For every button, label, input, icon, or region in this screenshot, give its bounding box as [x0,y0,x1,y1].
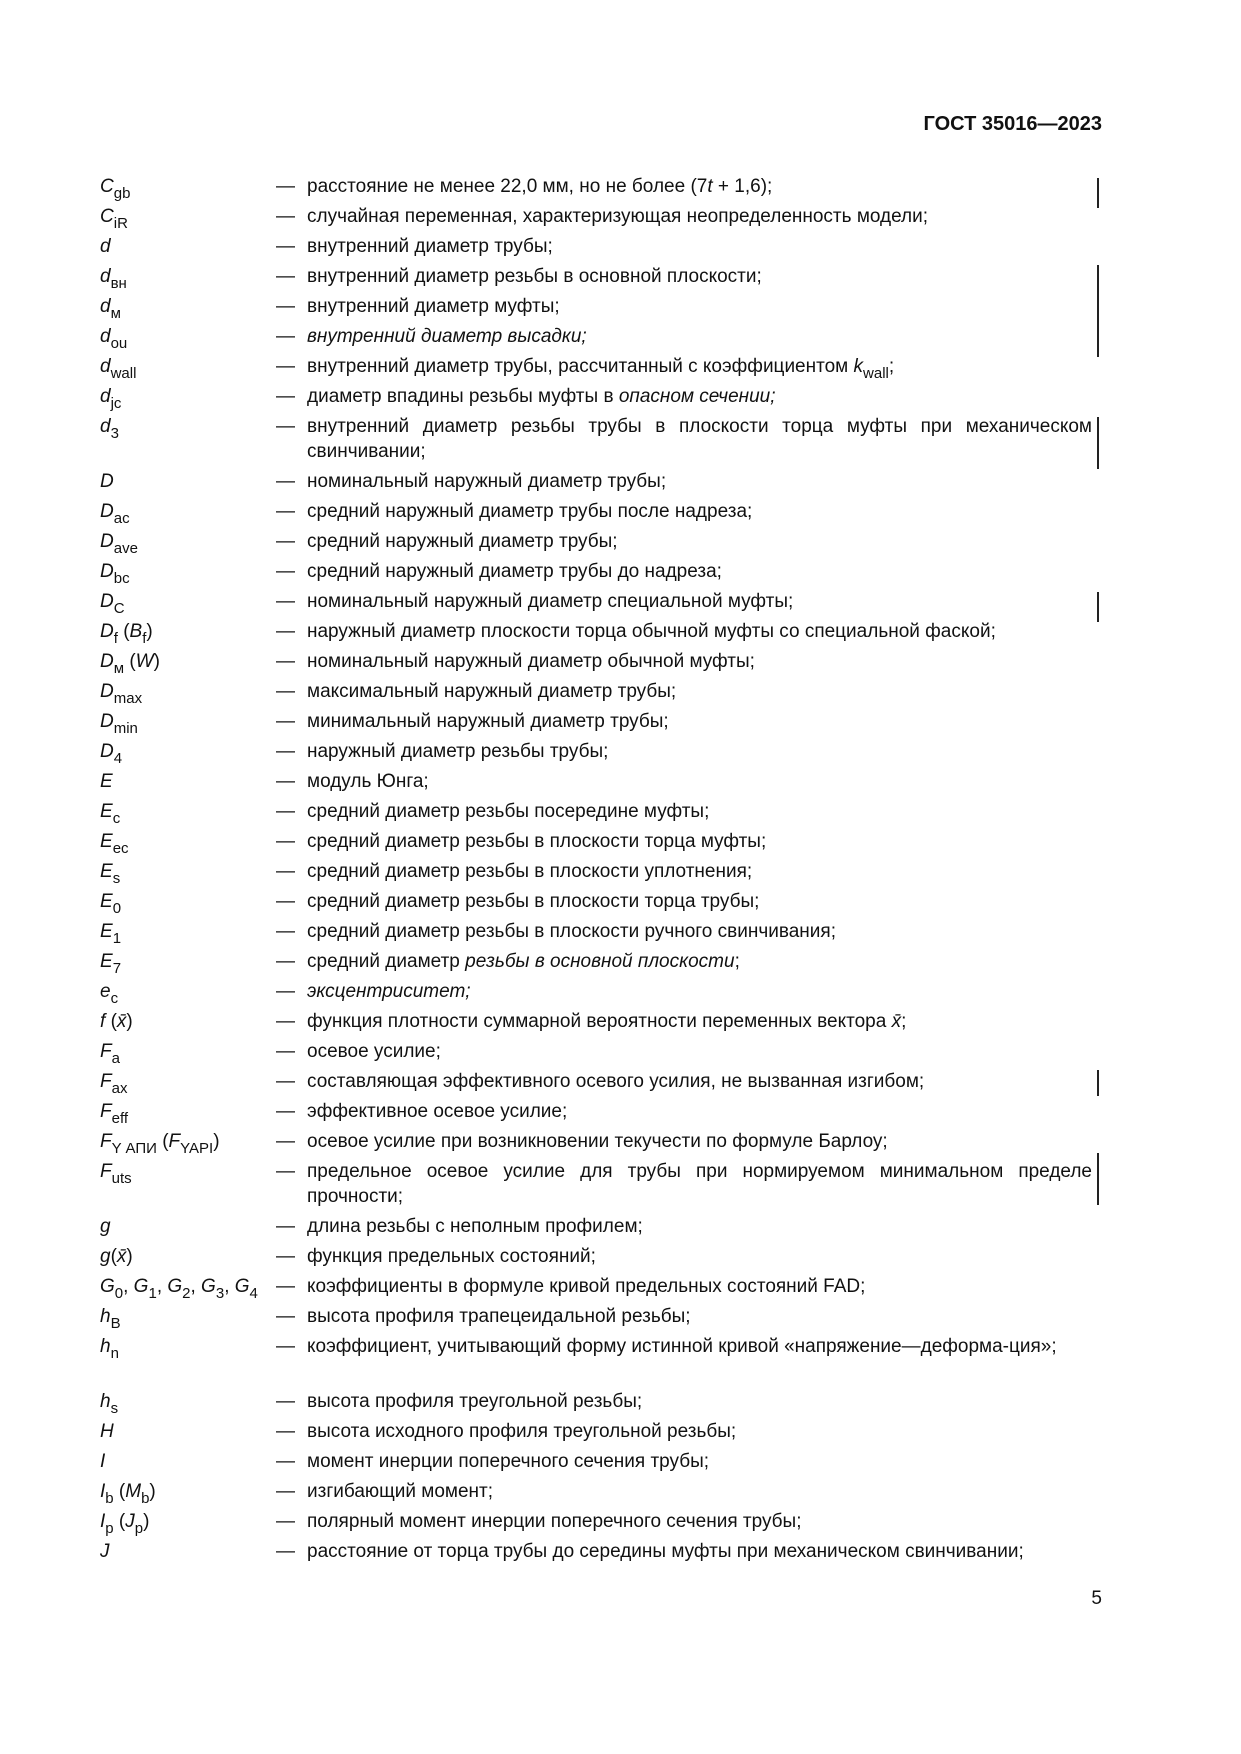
dash: — [276,891,295,912]
definition: средний наружный диаметр трубы до надреза; [307,561,722,582]
definition: изгибающий момент; [307,1481,494,1502]
change-bar [1097,417,1099,469]
definition: расстояние от торца трубы до середины муфты при механическом свинчивании; [307,1541,1024,1562]
symbol: E [100,771,113,792]
definition: внутренний диаметр высадки; [307,326,587,347]
definition: внутренний диаметр муфты; [307,296,560,317]
list-item [100,294,1092,324]
list-item [100,1009,1092,1039]
list-item [100,529,1092,559]
definition: коэффициенты в формуле кривой предельных состояний FAD; [307,1276,866,1297]
dash: — [276,771,295,792]
symbol: f (x̄) [100,1011,133,1032]
list-item [100,1214,1092,1244]
symbol: $G_0$, $G_1$, $G_2$, $G_3$, $G_4$ [100,1276,258,1302]
definition: эксцентриситет; [307,981,471,1002]
symbol: $F_{ax}$ [100,1071,128,1097]
symbol: J [100,1541,110,1562]
symbol: $F_{Y АПИ}$ $(F_{YAPI})$ [100,1131,220,1157]
symbol: $D_{min}$ [100,711,138,737]
symbol: $F_{uts}$ [100,1161,132,1187]
definition: осевое усилие; [307,1041,441,1062]
dash: — [276,801,295,822]
dash: — [276,1071,295,1092]
dash: — [276,386,295,407]
symbol: $d_{вн}$ [100,266,127,292]
definition: средний диаметр резьбы в плоскости уплотнения; [307,861,753,882]
symbol: $d_{ou}$ [100,326,128,352]
dash: — [276,921,295,942]
definition: высота профиля треугольной резьбы; [307,1391,643,1412]
dash: — [276,951,295,972]
definition: функция плотности суммарной вероятности переменных вектора x̄; [307,1011,907,1032]
definition: номинальный наружный диаметр обычной муфты; [307,651,755,672]
definition: средний диаметр резьбы в плоскости торца трубы; [307,891,760,912]
dash: — [276,1161,295,1182]
symbol: H [100,1421,114,1442]
symbol: $E_0$ [100,891,122,917]
list-item [100,1274,1092,1304]
symbol: $D_C$ [100,591,125,617]
document-header: ГОСТ 35016—2023 [923,113,1102,135]
definition: наружный диаметр плоскости торца обычной муфты со специальной фаской; [307,621,996,642]
symbol: $E_{ec}$ [100,831,129,857]
symbol: $E_1$ [100,921,122,947]
definition: номинальный наружный диаметр трубы; [307,471,667,492]
list-item [100,949,1092,979]
definition: длина резьбы с неполным профилем; [307,1216,643,1237]
dash: — [276,981,295,1002]
symbol: $C_{gb}$ [100,176,131,202]
definition: внутренний диаметр резьбы трубы в плоскости торца муфты при механическом свинчивании; [307,416,1092,462]
symbol: $d_{jc}$ [100,386,122,412]
definition: высота исходного профиля треугольной резьбы; [307,1421,737,1442]
dash: — [276,1511,295,1532]
symbol: $h_B$ [100,1306,121,1332]
symbol: $D_4$ [100,741,123,767]
list-item [100,559,1092,589]
list-item [100,1069,1092,1099]
dash: — [276,1481,295,1502]
dash: — [276,561,295,582]
definition: диаметр впадины резьбы муфты в опасном сечении; [307,386,776,407]
list-item [100,1479,1092,1509]
definition: средний наружный диаметр трубы; [307,531,618,552]
dash: — [276,651,295,672]
symbol: $E_c$ [100,801,121,827]
definition: высота профиля трапецеидальной резьбы; [307,1306,691,1327]
list-item [100,619,1092,649]
list-item [100,679,1092,709]
list-item [100,1159,1092,1214]
page-number: 5 [1091,1588,1102,1609]
change-bar [1097,592,1099,622]
dash: — [276,1131,295,1152]
dash: — [276,1246,295,1267]
list-item [100,919,1092,949]
dash: — [276,236,295,257]
list-item [100,469,1092,499]
symbol: $E_7$ [100,951,122,977]
dash: — [276,831,295,852]
definition: момент инерции поперечного сечения трубы; [307,1451,710,1472]
definition: расстояние не менее 22,0 мм, но не более (7t + 1,6); [307,176,773,197]
dash: — [276,1011,295,1032]
list-item [100,354,1092,384]
list-item [100,234,1092,264]
dash: — [276,711,295,732]
list-item [100,1334,1092,1389]
list-item [100,204,1092,234]
symbol: $D_{bc}$ [100,561,130,587]
list-item [100,979,1092,1009]
symbol: $D_{ave}$ [100,531,138,557]
list-item [100,889,1092,919]
list-item [100,1304,1092,1334]
list-item [100,324,1092,354]
dash: — [276,681,295,702]
dash: — [276,326,295,347]
list-item [100,829,1092,859]
symbol: $D_м$ (W) [100,651,160,677]
definition: составляющая эффективного осевого усилия, не вызванная изгибом; [307,1071,925,1092]
symbol: d [100,236,111,257]
symbol: $D_f$ $(B_f)$ [100,621,153,647]
symbol: $C_{iR}$ [100,206,128,232]
symbol: $h_n$ [100,1336,119,1362]
symbol: $F_{eff}$ [100,1101,129,1127]
definition: средний диаметр резьбы посередине муфты; [307,801,710,822]
dash: — [276,176,295,197]
dash: — [276,501,295,522]
definition: случайная переменная, характеризующая неопределенность модели; [307,206,929,227]
definition: средний наружный диаметр трубы после надреза; [307,501,753,522]
list-item [100,739,1092,769]
definition: предельное осевое усилие для трубы при нормируемом минимальном пределе прочности; [307,1161,1092,1207]
dash: — [276,1336,295,1357]
symbol: $I_b$ $(M_b)$ [100,1481,156,1507]
definition: средний диаметр резьбы в основной плоскости; [307,951,740,972]
definition: модуль Юнга; [307,771,429,792]
dash: — [276,206,295,227]
symbol: $D_{ac}$ [100,501,130,527]
dash: — [276,1541,295,1562]
symbol: $d_{wall}$ [100,356,137,382]
symbol: $d_3$ [100,416,119,442]
dash: — [276,1306,295,1327]
dash: — [276,416,295,437]
definition: внутренний диаметр трубы; [307,236,553,257]
symbol: $e_c$ [100,981,119,1007]
change-bar [1097,1070,1099,1096]
list-item [100,264,1092,294]
list-item [100,649,1092,679]
symbol: D [100,471,114,492]
change-bar [1097,178,1099,208]
list-item [100,1099,1092,1129]
list-item [100,1539,1092,1569]
definition: минимальный наружный диаметр трубы; [307,711,669,732]
symbol: $E_s$ [100,861,121,887]
definition: внутренний диаметр резьбы в основной плоскости; [307,266,762,287]
change-bar [1097,265,1099,357]
list-item [100,859,1092,889]
list-item [100,414,1092,469]
list-item [100,1419,1092,1449]
definition: средний диаметр резьбы в плоскости ручного свинчивания; [307,921,836,942]
dash: — [276,296,295,317]
definition: коэффициент, учитывающий форму истинной кривой «напряжение—деформа-ция»; [307,1336,1057,1357]
list-item [100,499,1092,529]
list-item [100,589,1092,619]
dash: — [276,266,295,287]
symbol-list [100,174,1092,1569]
definition: функция предельных состояний; [307,1246,596,1267]
dash: — [276,531,295,552]
list-item [100,799,1092,829]
list-item [100,174,1092,204]
dash: — [276,1421,295,1442]
dash: — [276,741,295,762]
list-item [100,709,1092,739]
symbol: $D_{max}$ [100,681,143,707]
dash: — [276,591,295,612]
symbol: I [100,1451,106,1472]
list-item [100,769,1092,799]
definition: эффективное осевое усилие; [307,1101,568,1122]
definition: внутренний диаметр трубы, рассчитанный с коэффициентом $k_{wall}$; [307,356,895,382]
definition: средний диаметр резьбы в плоскости торца муфты; [307,831,767,852]
definition: номинальный наружный диаметр специальной муфты; [307,591,794,612]
symbol: g [100,1216,111,1237]
dash: — [276,1041,295,1062]
list-item [100,384,1092,414]
dash: — [276,621,295,642]
definition: полярный момент инерции поперечного сечения трубы; [307,1511,802,1532]
definition: осевое усилие при возникновении текучести по формуле Барлоу; [307,1131,888,1152]
symbol: $F_a$ [100,1041,120,1067]
list-item [100,1389,1092,1419]
dash: — [276,1276,295,1297]
symbol: $d_м$ [100,296,121,322]
definition: наружный диаметр резьбы трубы; [307,741,609,762]
list-item [100,1039,1092,1069]
list-item [100,1449,1092,1479]
dash: — [276,1391,295,1412]
dash: — [276,1451,295,1472]
list-item [100,1509,1092,1539]
symbol: $I_p$ $(J_p)$ [100,1511,150,1537]
dash: — [276,471,295,492]
definition: максимальный наружный диаметр трубы; [307,681,677,702]
symbol: g(x̄) [100,1246,133,1267]
list-item [100,1244,1092,1274]
symbol: $h_s$ [100,1391,119,1417]
list-item [100,1129,1092,1159]
change-bar [1097,1153,1099,1205]
dash: — [276,861,295,882]
dash: — [276,1101,295,1122]
dash: — [276,356,295,377]
dash: — [276,1216,295,1237]
